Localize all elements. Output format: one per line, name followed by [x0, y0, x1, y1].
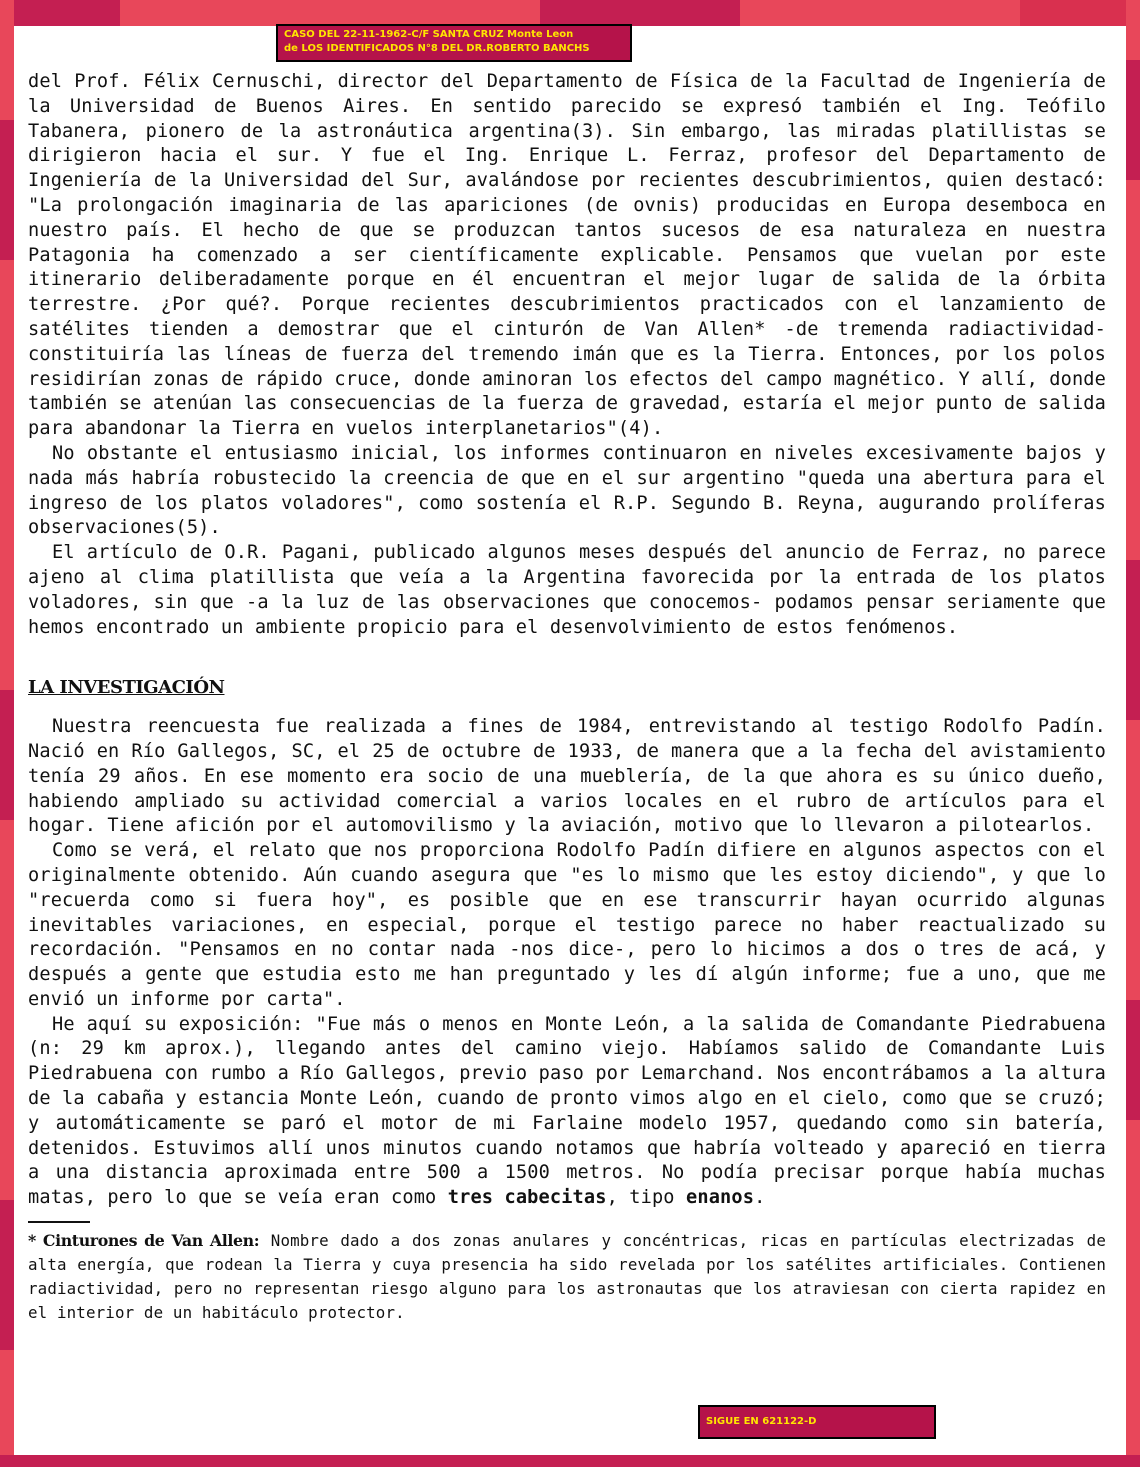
- section-paragraph-1: Nuestra reencuesta fue realizada a fines de 1984, entrevistando al testigo Rodolfo Padín. Nació en Río Gallegos, SC, el 25 de octubre de 1933, de manera que a la fecha del avistamiento tenía 29 años. En ese momento era socio de una mueblería, de la que ahora es su único dueño, habiendo ampliado su actividad comercial a varios locales en el rubro de artículos para el hogar. Tiene afición por el automovilismo y la aviación, motivo que lo llevaron a pilotearlos.: [28, 716, 1106, 837]
- footnote-lead: * Cinturones de Van Allen:: [28, 1231, 260, 1251]
- paragraph-1: del Prof. Félix Cernuschi, director del Departamento de Física de la Facultad de Ingeniería de la Universidad de Buenos Aires. En sentido parecido se expresó también el Ing. Teófilo Tabanera, pionero de la astronáutica argentina(3). Sin embargo, las miradas platillistas se dirigieron hacia el sur. Y fue el Ing. Enrique L. Ferraz, profesor del Departamento de Ingeniería de la Universidad del Sur, avalándose por recientes descubrimientos, quien destacó: "La prolongación imaginaria de las apariciones (de ovnis) producidas en Europa desemboca en nuestro país. El hecho de que se produzcan tantos sucesos de esa naturaleza en nuestra Patagonia ha comenzado a ser científicamente explicable. Pensamos que vuelan por este itinerario deliberadamente porque en él encuentran el mejor lugar de salida de la órbita terrestre. ¿Por qué?. Porque recientes descubrimientos practicados con el lanzamiento de satélites tienden a demostrar que el cinturón de Van Allen* -de tremenda radiactividad- constituiría las líneas de fuerza del tremendo imán que es la Tierra. Entonces, por los polos residirían zonas de rápido cruce, donde aminoran los efectos del campo magnético. Y allí, donde también se atenúan las consecuencias de la fuerza de gravedad, estaría el mejor punto de salida para abandonar la Tierra en vuelos interplanetarios"(4).: [28, 71, 1106, 440]
- testimony-mid: , tipo: [606, 1187, 686, 1209]
- paragraph-2: No obstante el entusiasmo inicial, los informes continuaron en niveles excesivamente bajos y nada más habría robustecido la creencia de que en el sur argentino "queda una abertura para el ingreso de los platos voladores", como sostenía el R.P. Segundo B. Reyna, augurando prolíferas observaciones(5).: [28, 442, 1106, 539]
- frame-top-border: [0, 0, 1140, 26]
- paragraph-3: El artículo de O.R. Pagani, publicado algunos meses después del anuncio de Ferraz, no parece ajeno al clima platillista que veía a la Argentina favorecida por la entrada de los platos voladores, sin que -a la luz de las observaciones que conocemos- podamos pensar seriamente que hemos encontrado un ambiente propicio para el desenvolvimiento de estos fenómenos.: [28, 542, 1106, 638]
- continues-tag: SIGUE EN 621122-D: [698, 1405, 936, 1439]
- testimony-end: .: [754, 1187, 766, 1209]
- frame-right-border: [1126, 0, 1140, 1467]
- section-paragraph-2: Como se verá, el relato que nos proporciona Rodolfo Padín difiere en algunos aspectos con el originalmente obtenido. Aún cuando asegura que "es lo mismo que les estoy diciendo", y que lo "recuerda como si fuera hoy", es posible que en ese transcurrir hayan ocurrido algunas inevitables variaciones, en especial, porque el testigo parece no haber reactualizado su recordación. "Pensamos en no contar nada -nos dice-, pero lo hicimos a dos o tres de acá, y después a gente que estudia esto me han preguntado y les dí algún informe; fue a uno, que me envió un informe por carta".: [28, 840, 1106, 1010]
- frame-left-border: [0, 0, 14, 1467]
- footnote: [28, 1229, 1106, 1325]
- testimony-bold-2: enanos: [686, 1187, 755, 1209]
- frame-bottom-border: [0, 1455, 1140, 1467]
- footnote-divider: [28, 1221, 90, 1223]
- testimony-bold-1: tres cabecitas: [447, 1187, 607, 1209]
- case-header-line-1: CASO DEL 22-11-1962-C/F SANTA CRUZ Monte Leon: [284, 29, 574, 40]
- section-paragraph-3: [28, 1013, 1106, 1211]
- testimony-text: He aquí su exposición: "Fue más o menos en Monte León, a la salida de Comandante Piedrabuena (n: 29 km aprox.), llegando antes del camino viejo. Habíamos salido de Comandante Luis Piedrabuena con rumbo a Río Gallegos, previo paso por Lemarchand. Nos encontrábamos a la altura de la cabaña y estancia Monte León, cuando de pronto vimos algo en el cielo, como que se cruzó; y automáticamente se paró el motor de mi Farlaine modelo 1957, quedando como sin batería, detenidos. Estuvimos allí unos minutos cuando notamos que habría volteado y apareció en tierra a una distancia aproximada entre 500 a 1500 metros. No podía precisar porque había muchas matas, pero lo que se veía eran como: [28, 1013, 1106, 1209]
- case-header-line-2: de LOS IDENTIFICADOS N°8 DEL DR.ROBERTO BANCHS: [284, 43, 590, 54]
- document-body: [28, 70, 1106, 1325]
- footnote-text: Nombre dado a dos zonas anulares y concéntricas, ricas en partículas electrizadas de alta energía, que rodean la Tierra y cuya presencia ha sido revelada por los satélites artificiales. Contienen radiactividad, pero no representan riesgo alguno para los astronautas que los atraviesan con cierta rapidez en el interior de un habitáculo protector.: [28, 1231, 1106, 1323]
- case-header-tag: [276, 24, 632, 62]
- section-heading: LA INVESTIGACIÓN: [28, 677, 225, 699]
